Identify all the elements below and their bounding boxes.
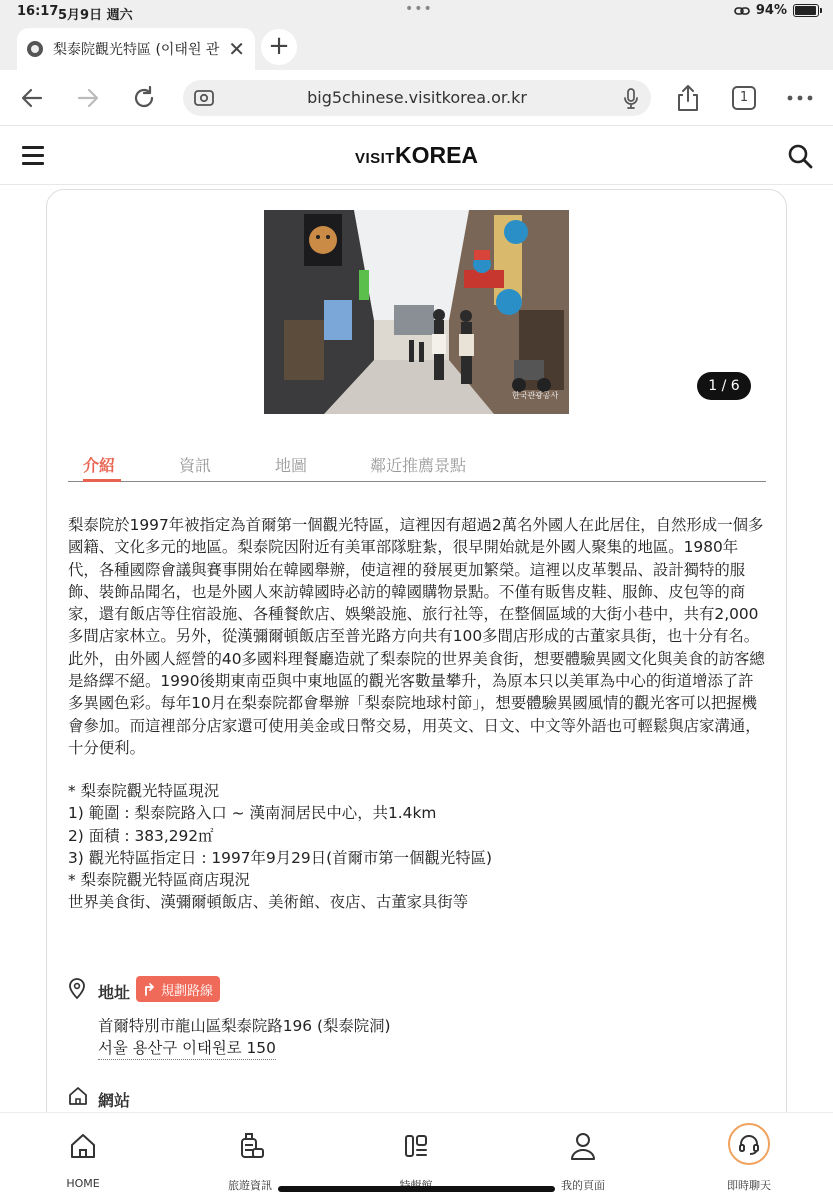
browser-tab[interactable] — [17, 28, 255, 70]
address-korean[interactable]: 서울 용산구 이태원로 150 — [98, 1036, 276, 1060]
new-tab-button[interactable]: + — [261, 29, 297, 65]
status-bar — [0, 0, 833, 24]
status-time: 16:17 — [17, 4, 59, 19]
gallery-photo[interactable] — [264, 210, 569, 414]
fact-line: * 梨泰院觀光特區現況 — [68, 782, 220, 800]
nav-label: 即時聊天 — [727, 1179, 771, 1192]
battery-fill — [795, 6, 816, 15]
status-date: 5月9日 週六 — [58, 8, 133, 23]
address-label: 地址 — [98, 983, 131, 1002]
nav-live-chat[interactable] — [699, 1129, 799, 1193]
layout-icon — [402, 1132, 430, 1160]
reload-icon[interactable] — [128, 82, 160, 114]
status-right — [734, 3, 819, 18]
nav-home[interactable] — [33, 1129, 133, 1190]
home-icon — [69, 1132, 97, 1160]
route-button-label: 規劃路線 — [161, 983, 214, 999]
nav-travel-info[interactable] — [200, 1129, 300, 1193]
share-icon[interactable] — [672, 82, 704, 114]
intro-description — [68, 514, 768, 759]
user-icon — [569, 1131, 597, 1161]
tab-strip — [0, 24, 833, 70]
content-card — [46, 189, 787, 1149]
more-icon[interactable] — [784, 82, 816, 114]
route-icon — [143, 982, 157, 996]
description-text: 梨泰院於1997年被指定為首爾第一個觀光特區，這裡因有超過2萬名外國人在此居住，自然形成一個多國籍、文化多元的地區。梨泰院因附近有美軍部隊駐紮，很早開始就是外國人聚集的地區。1980年代，各種國際會議與賽事開始在韓國舉辦，使這裡的發展更加繁榮。這裡以皮革製品、設計獨特的服飾、裝飾品聞名，也是外國人來訪韓國時必訪的韓國購物景點。不僅有販售皮鞋、服飾、皮包等的商家，還有飯店等住宿設施、各種餐飲店、娛樂設施、旅行社等，在整個區域的大街小巷中，共有2,000多間店家林立。另外，從漢彌爾頓飯店至普光路方向共有100多間店形成的古董家具街，也十分有名。此外，由外國人經營的40多國料理餐廳造就了梨泰院的世界美食街，想要體驗異國文化與美食的訪客總是絡繹不絕。1990後期東南亞與中東地區的觀光客數量攀升，為原本只以美軍為中心的街道增添了許多異國色彩。每年10月在梨泰院都會舉辦「梨泰院地球村節」，想要體驗異國風情的觀光客可以把握機會參加。而這裡部分店家還可使用美金或日幣交易，用英文、日文、中文等外語也可輕鬆與店家溝通，十分便利。 — [68, 516, 765, 757]
fact-line: * 梨泰院觀光特區商店現況 — [68, 871, 250, 890]
nav-features[interactable] — [366, 1129, 466, 1193]
chat-circle — [728, 1123, 770, 1165]
browser-toolbar — [0, 70, 833, 126]
battery-icon — [793, 4, 819, 17]
route-planner-button[interactable] — [136, 976, 220, 1002]
site-header — [0, 127, 833, 185]
fact-line: 2) 面積 : 383,292㎡ — [68, 826, 214, 845]
back-icon[interactable] — [16, 82, 48, 114]
battery-percent: 94% — [755, 3, 787, 18]
website-label: 網站 — [98, 1091, 131, 1110]
link-icon — [734, 5, 750, 17]
content-tabs — [68, 448, 766, 482]
search-icon[interactable] — [787, 143, 813, 169]
tab-map[interactable]: 地圖 — [275, 456, 308, 475]
headset-icon — [737, 1132, 761, 1156]
nav-label: 我的頁面 — [561, 1179, 605, 1192]
nav-label: 旅遊資訊 — [228, 1179, 272, 1192]
tab-count: 1 — [732, 86, 756, 110]
photo-watermark: 한국관광공사 — [512, 391, 559, 400]
visitkorea-logo[interactable]: VISITKOREA — [354, 142, 479, 168]
forward-icon[interactable] — [72, 82, 104, 114]
fact-line: 1) 範圍 : 梨泰院路入口 ~ 漢南洞居民中心，共1.4km — [68, 804, 437, 823]
gallery-counter: 1 / 6 — [697, 372, 751, 400]
tab-title: 梨泰院觀光特區 (이태원 관 — [53, 42, 220, 58]
tab-info[interactable]: 資訊 — [179, 456, 212, 475]
facts-list — [68, 780, 768, 914]
url-text: big5chinese.visitkorea.or.kr — [307, 88, 527, 107]
address-bar[interactable] — [183, 80, 651, 116]
fact-line: 3) 觀光特區指定日 : 1997年9月29日(首爾市第一個觀光特區) — [68, 848, 493, 867]
nav-label: HOME — [66, 1177, 100, 1190]
nav-my-page[interactable] — [533, 1129, 633, 1193]
location-pin-icon — [68, 978, 86, 1000]
close-icon[interactable]: ✕ — [228, 37, 245, 61]
street-photo-illustration — [264, 210, 569, 414]
tab-intro[interactable]: 介紹 — [83, 456, 116, 475]
globe-icon — [27, 41, 43, 57]
luggage-icon — [235, 1131, 265, 1161]
address-chinese: 首爾特別市龍山區梨泰院路196 (梨泰院洞) — [98, 1017, 391, 1035]
microphone-icon[interactable] — [623, 88, 639, 110]
address-row — [68, 976, 768, 1006]
multitasking-dots-icon[interactable]: ••• — [405, 1, 433, 17]
active-tab-underline — [83, 479, 121, 482]
home-outline-icon — [68, 1086, 88, 1106]
tab-nearby[interactable]: 鄰近推薦景點 — [370, 456, 467, 475]
tab-count-icon[interactable] — [728, 82, 760, 114]
home-indicator[interactable] — [278, 1186, 555, 1192]
fact-line: 世界美食街、漢彌爾頓飯店、美術館、夜店、古董家具街等 — [68, 893, 469, 912]
